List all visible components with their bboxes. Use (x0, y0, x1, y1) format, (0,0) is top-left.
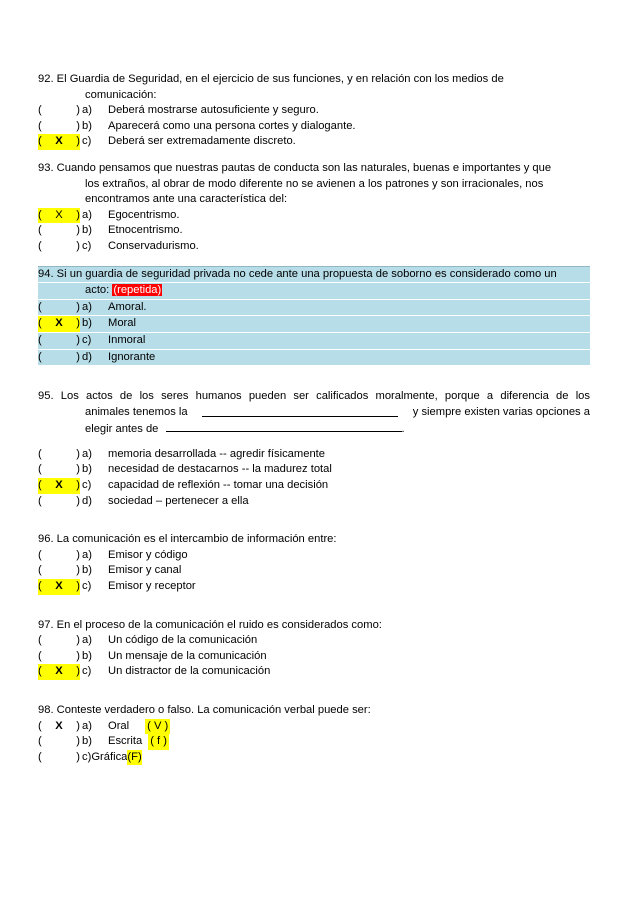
option-text: Moral (108, 317, 136, 330)
question-98-option-c (38, 750, 590, 766)
question-95-line-3 (38, 420, 590, 436)
answer-box: ( ) (38, 463, 80, 476)
option-letter: b) (82, 564, 92, 577)
option-letter: b) (82, 224, 92, 237)
option-letter: a) (82, 208, 92, 221)
answer-box: ( ) (38, 447, 80, 460)
question-92-option-c (38, 134, 590, 150)
option-text: Escrita (108, 735, 143, 748)
option-letter: b) (82, 317, 92, 330)
question-92-line-2: comunicación: (85, 88, 157, 101)
repeated-tag: (repetida) (113, 284, 162, 297)
answer-box: ( ) (38, 548, 80, 561)
option-text: Egocentrismo. (108, 208, 180, 221)
question-95-line-2 (38, 405, 590, 421)
question-95-option-a (38, 447, 590, 463)
answer-box: ( ) (38, 634, 80, 647)
question-94-option-a (38, 300, 590, 317)
answer-box-selected: ( X ) (38, 134, 80, 150)
word: a (486, 390, 494, 403)
option-letter: c) (82, 580, 92, 593)
question-95-line-3-start: elegir antes de (85, 423, 159, 436)
question-93-option-a (38, 208, 590, 224)
option-text: Deberá ser extremadamente discreto. (108, 135, 296, 148)
word: 95. (38, 390, 54, 403)
option-letter: c) (82, 333, 92, 346)
question-98-option-a (38, 719, 590, 735)
word: seres (161, 390, 189, 403)
word: actos (85, 390, 113, 403)
word: los (139, 390, 154, 403)
word: los (575, 390, 590, 403)
option-text: Emisor y canal (108, 564, 182, 577)
option-letter: d) (82, 350, 92, 363)
question-95-line-2-end: y siempre existen varias opciones a (412, 405, 590, 418)
word: ser (293, 390, 309, 403)
option-text: Ignorante (108, 350, 156, 363)
question-95-line-3-end: . (401, 423, 405, 436)
option-letter: b) (82, 735, 92, 748)
option-letter: c) (82, 479, 92, 492)
answer-box: ( ) (38, 104, 80, 117)
option-text: Etnocentrismo. (108, 224, 183, 237)
question-96-option-a (38, 548, 590, 564)
option-text: Conservadurismo. (108, 239, 199, 252)
true-false-answer: (F) (127, 750, 141, 766)
question-98-line-1: 98. Conteste verdadero o falso. La comunicación verbal puede ser: (38, 704, 371, 716)
answer-box: ( ) (38, 494, 80, 507)
word: Los (60, 390, 79, 403)
answer-box: ( ) (38, 239, 80, 252)
question-92-line-1: 92. El Guardia de Seguridad, en el ejercicio de sus funciones, y en relación con los medios de (38, 73, 504, 85)
option-text: capacidad de reflexión -- tomar una decisión (108, 479, 329, 492)
option-text: Inmoral (108, 333, 146, 346)
question-96-line-1: 96. La comunicación es el intercambio de información entre: (38, 533, 337, 546)
option-letter: a) (82, 548, 92, 561)
question-97-option-c (38, 664, 590, 680)
answer-box: ( ) (38, 735, 80, 748)
question-94-line-2-text: acto: (85, 284, 110, 297)
true-false-answer: ( V ) (145, 719, 170, 735)
answer-box-selected: ( X ) (38, 664, 80, 680)
question-93-line-2: los extraños, al obrar de modo diferente no se avienen a los patrones y son irracionales, nos (85, 177, 544, 190)
answer-box: ( ) (38, 333, 80, 346)
question-94-option-c (38, 333, 590, 350)
question-94-block (38, 266, 590, 367)
option-letter: c) (82, 665, 92, 678)
option-text: Oral (108, 719, 130, 732)
option-text: Un distractor de la comunicación (108, 665, 271, 678)
answer-box: ( ) (38, 300, 80, 313)
question-94-line-1: 94. Si un guardia de seguridad privada no cede ante una propuesta de soborno es considerado como un (38, 267, 590, 284)
option-text: Un código de la comunicación (108, 634, 258, 647)
answer-box-selected: ( X ) (38, 579, 80, 595)
option-letter: a) (82, 634, 92, 647)
option-letter: c) (82, 135, 92, 148)
option-text: memoria desarrollada -- agredir físicamente (108, 447, 325, 460)
question-96-option-c (38, 579, 590, 595)
option-letter: a) (82, 719, 92, 732)
option-letter: d) (82, 494, 92, 507)
word: moralmente, (375, 390, 438, 403)
word: diferencia (500, 390, 549, 403)
question-95-option-d (38, 494, 590, 510)
word: porque (444, 390, 480, 403)
answer-box-selected: ( X ) (38, 478, 80, 494)
question-93-option-b (38, 223, 590, 239)
answer-box-selected: ( X ) (38, 719, 80, 732)
question-98-option-b (38, 734, 590, 750)
question-96-option-b (38, 563, 590, 579)
option-text: Emisor y receptor (108, 580, 196, 593)
answer-box: ( ) (38, 649, 80, 662)
question-92-option-b (38, 119, 590, 135)
question-95-option-b (38, 462, 590, 478)
question-95-line-2-start: animales tenemos la (85, 405, 188, 418)
question-92-option-a (38, 103, 590, 119)
fill-blank-2[interactable] (166, 420, 402, 432)
word: pueden (248, 390, 287, 403)
option-text: Deberá mostrarse autosuficiente y seguro. (108, 104, 319, 117)
option-letter: b) (82, 649, 92, 662)
option-text: Aparecerá como una persona cortes y dialogante. (108, 119, 356, 132)
question-93-line-3: encontramos ante una característica del: (85, 193, 288, 206)
option-letter: b) (82, 463, 92, 476)
question-94-option-d (38, 350, 590, 367)
option-text: Un mensaje de la comunicación (108, 649, 267, 662)
fill-blank-1[interactable] (202, 405, 398, 417)
word: de (556, 390, 569, 403)
question-97-option-b (38, 649, 590, 665)
answer-box: ( ) (38, 119, 80, 132)
true-false-answer: ( f ) (148, 734, 169, 750)
answer-box: ( ) (38, 224, 80, 237)
word: humanos (195, 390, 242, 403)
option-letter: b) (82, 119, 92, 132)
option-letter: c) (82, 239, 92, 252)
option-text: sociedad – pertenecer a ella (108, 494, 249, 507)
option-text: necesidad de destacarnos -- la madurez total (108, 463, 332, 476)
option-letter: a) (82, 104, 92, 117)
question-97-line-1: 97. En el proceso de la comunicación el ruido es considerados como: (38, 618, 382, 631)
option-text: Emisor y código (108, 548, 188, 561)
exam-page (38, 72, 590, 765)
option-text: Amoral. (108, 300, 147, 313)
answer-box: ( ) (38, 350, 80, 363)
question-97-option-a (38, 633, 590, 649)
word: de (119, 390, 133, 403)
answer-box-selected: ( X ) (38, 208, 80, 224)
answer-box-selected: ( X ) (38, 316, 80, 332)
answer-box: ( ) (38, 564, 80, 577)
question-95-option-c (38, 478, 590, 494)
option-letter: a) (82, 447, 92, 460)
question-95-line-1 (38, 389, 590, 405)
word: calificados (316, 390, 369, 403)
question-93-line-1: 93. Cuando pensamos que nuestras pautas de conducta son las naturales, buenas e importantes y que (38, 161, 552, 174)
question-94-option-b (38, 316, 590, 333)
question-93-option-c (38, 239, 590, 255)
answer-box: ( ) (38, 750, 80, 763)
option-letter: a) (82, 300, 92, 313)
question-94-line-2 (38, 283, 590, 300)
option-letter: c)Gráfica (82, 750, 128, 763)
